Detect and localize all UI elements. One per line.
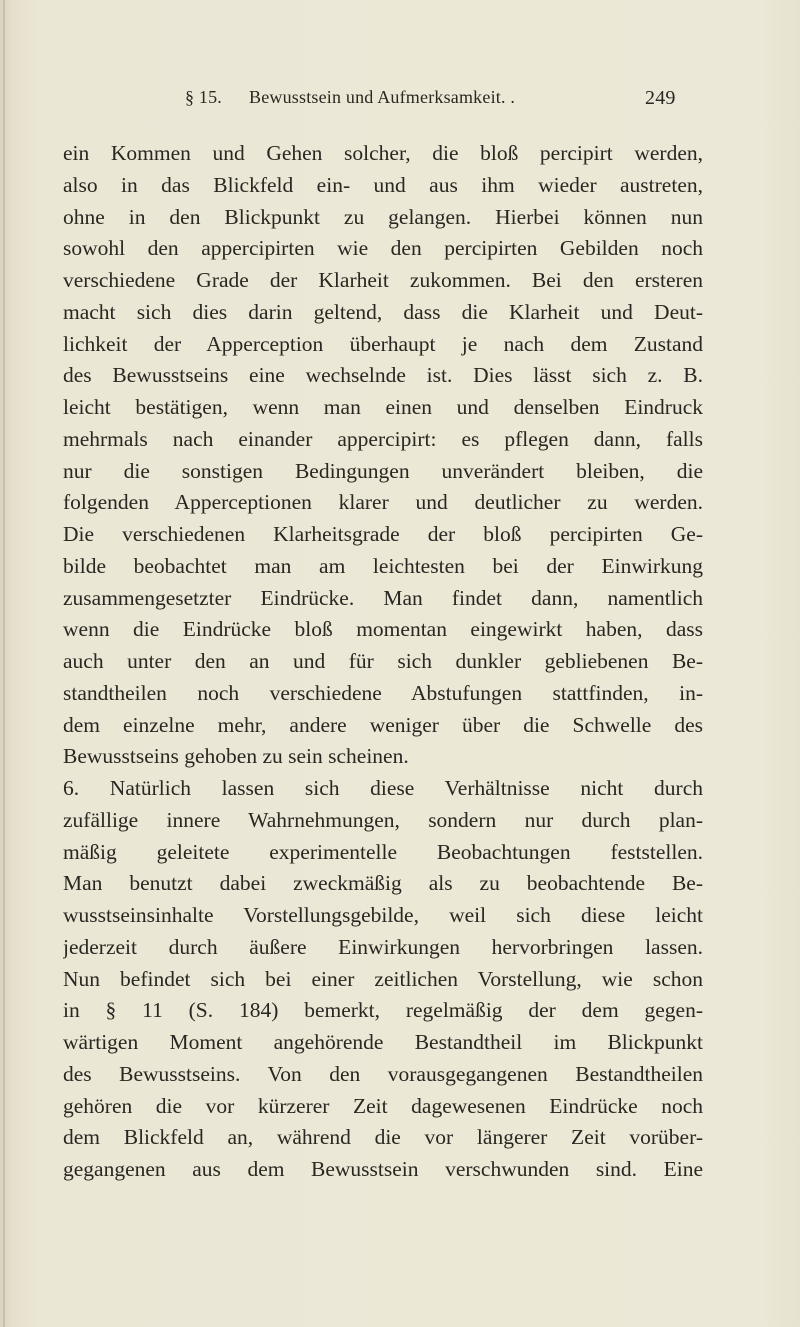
text-line: verschiedene Grade der Klarheit zukommen. Bei den ersteren <box>63 268 703 292</box>
text-line: zusammengesetzter Eindrücke. Man findet dann, namentlich <box>63 585 703 610</box>
text-line: jederzeit durch äußere Einwirkungen hervorbringen lassen. <box>63 934 703 959</box>
text-line: 6. Natürlich lassen sich diese Verhältnisse nicht durch <box>63 776 703 800</box>
running-header <box>185 87 685 111</box>
text-line: lichkeit der Apperception überhaupt je nach dem Zustand <box>63 331 703 356</box>
text-line: dem einzelne mehr, andere weniger über die Schwelle des <box>63 712 703 737</box>
text-line: wärtigen Moment angehörende Bestandtheil im Blickpunkt <box>63 1030 703 1054</box>
body-text <box>63 138 703 1186</box>
text-line: bilde beobachtet man am leichtesten bei der Einwirkung <box>63 553 703 578</box>
text-line: also in das Blickfeld ein- und aus ihm wieder austreten, <box>63 172 703 197</box>
text-line: Nun befindet sich bei einer zeitlichen Vorstellung, wie schon <box>63 966 703 991</box>
binding-edge <box>3 0 5 1327</box>
running-title: Bewusstsein und Aufmerksamkeit. . <box>249 87 516 107</box>
page-number: 249 <box>645 87 676 109</box>
text-line-paragraph-end: Bewusstseins gehoben zu sein scheinen. <box>63 744 409 769</box>
text-line: mehrmals nach einander appercipirt: es pflegen dann, falls <box>63 426 703 451</box>
text-line: leicht bestätigen, wenn man einen und denselben Eindruck <box>63 395 703 419</box>
text-line: gegangenen aus dem Bewusstsein verschwunden sind. Eine <box>63 1157 703 1181</box>
text-line: macht sich dies darin geltend, dass die Klarheit und Deut- <box>63 299 703 324</box>
text-line: ohne in den Blickpunkt zu gelangen. Hierbei können nun <box>63 204 703 229</box>
text-line: in § 11 (S. 184) bemerkt, regelmäßig der dem gegen- <box>63 998 703 1023</box>
text-line: ein Kommen und Gehen solcher, die bloß percipirt werden, <box>63 141 703 165</box>
text-line: folgenden Apperceptionen klarer und deutlicher zu werden. <box>63 490 703 515</box>
text-line: wenn die Eindrücke bloß momentan eingewirkt haben, dass <box>63 617 703 642</box>
text-line: des Bewusstseins. Von den vorausgegangenen Bestandtheilen <box>63 1061 703 1086</box>
text-line: mäßig geleitete experimentelle Beobachtungen feststellen. <box>63 839 703 864</box>
text-line: des Bewusstseins eine wechselnde ist. Dies lässt sich z. B. <box>63 363 703 388</box>
text-line: auch unter den an und für sich dunkler gebliebenen Be- <box>63 649 703 673</box>
text-line: nur die sonstigen Bedingungen unverändert bleiben, die <box>63 458 703 483</box>
text-line: Man benutzt dabei zweckmäßig als zu beobachtende Be- <box>63 871 703 896</box>
text-line: zufällige innere Wahrnehmungen, sondern nur durch plan- <box>63 807 703 832</box>
text-line: sowohl den appercipirten wie den percipirten Gebilden noch <box>63 236 703 261</box>
text-line: dem Blickfeld an, während die vor längerer Zeit vorüber- <box>63 1125 703 1150</box>
section-number: § 15. <box>185 87 222 107</box>
text-line: Die verschiedenen Klarheitsgrade der bloß percipirten Ge- <box>63 522 703 546</box>
text-line: gehören die vor kürzerer Zeit dagewesenen Eindrücke noch <box>63 1093 703 1118</box>
text-line: wusstseinsinhalte Vorstellungsgebilde, weil sich diese leicht <box>63 903 703 927</box>
text-line: standtheilen noch verschiedene Abstufungen stattfinden, in- <box>63 680 703 705</box>
